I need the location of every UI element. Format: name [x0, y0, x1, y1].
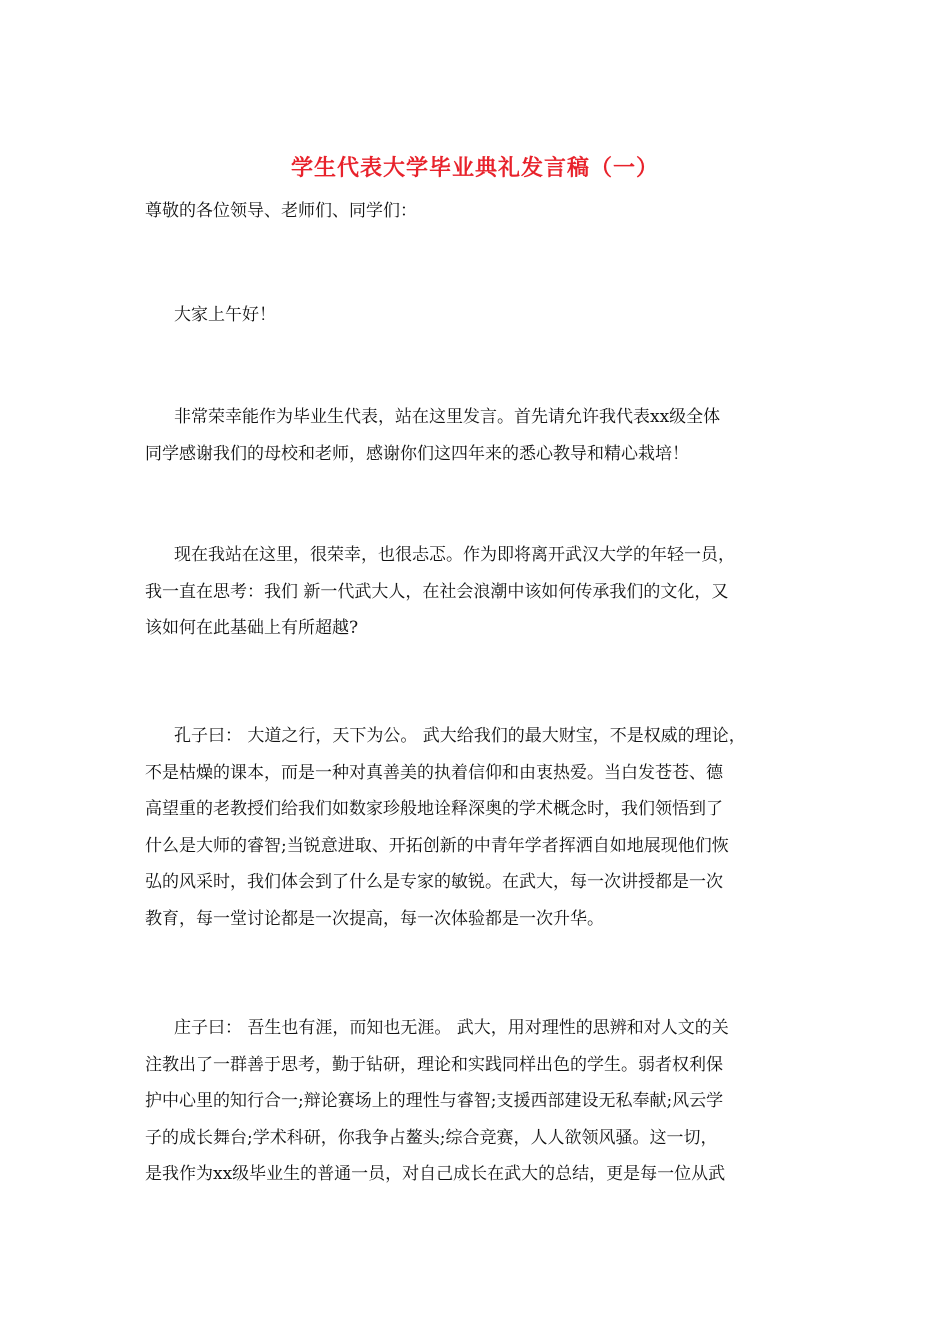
paragraph-line: 是我作为xx级毕业生的普通一员，对自己成长在武大的总结，更是每一位从武 — [145, 1164, 726, 1184]
paragraph-line: 非常荣幸能作为毕业生代表，站在这里发言。首先请允许我代表xx级全体 — [174, 407, 721, 427]
paragraph-line: 护中心里的知行合一;辩论赛场上的理性与睿智;支援西部建设无私奉献;风云学 — [145, 1091, 724, 1111]
paragraph-line: 同学感谢我们的母校和老师，感谢你们这四年来的悉心教导和精心栽培！ — [145, 443, 689, 464]
paragraph-line: 不是枯燥的课本，而是一种对真善美的执着信仰和由衷热爱。当白发苍苍、德 — [145, 762, 723, 783]
paragraph-line: 教育，每一堂讨论都是一次提高，每一次体验都是一次升华。 — [145, 908, 604, 929]
paragraph-thanks — [145, 399, 815, 472]
paragraph-line: 我一直在思考：我们 新一代武大人，在社会浪潮中该如何传承我们的文化，又 — [145, 581, 729, 602]
paragraph-line: 子的成长舞台;学术科研，你我争占鳌头;综合竞赛，人人欲领风骚。这一切， — [145, 1127, 718, 1148]
paragraph-line: 现在我站在这里，很荣幸，也很忐忑。作为即将离开武汉大学的年轻一员， — [174, 545, 735, 565]
paragraph-line: 孔子曰： 大道之行，天下为公。 武大给我们的最大财宝，不是权威的理论， — [174, 726, 746, 746]
paragraph-greeting — [145, 297, 815, 334]
paragraph-confucius — [145, 718, 815, 937]
paragraph-line: 高望重的老教授们给我们如数家珍般地诠释深奥的学术概念时，我们领悟到了 — [145, 799, 723, 819]
document-title: 学生代表大学毕业典礼发言稿（一） — [290, 155, 659, 181]
paragraph-reflection — [145, 537, 815, 647]
paragraph-line: 什么是大师的睿智;当锐意进取、开拓创新的中青年学者挥洒自如地展现他们恢 — [145, 835, 729, 856]
paragraph-line: 注教出了一群善于思考，勤于钻研，理论和实践同样出色的学生。弱者权利保 — [145, 1054, 723, 1075]
paragraph-line: 弘的风采时，我们体会到了什么是专家的敏锐。在武大，每一次讲授都是一次 — [145, 872, 723, 892]
paragraph-line: 庄子曰： 吾生也有涯，而知也无涯。 武大，用对理性的思辨和对人文的关 — [174, 1018, 729, 1038]
paragraph-zhuangzi — [145, 1010, 815, 1193]
paragraph-line: 大家上午好！ — [174, 305, 276, 325]
salutation: 尊敬的各位领导、老师们、同学们： — [145, 201, 417, 221]
paragraph-line: 该如何在此基础上有所超越? — [145, 618, 359, 638]
